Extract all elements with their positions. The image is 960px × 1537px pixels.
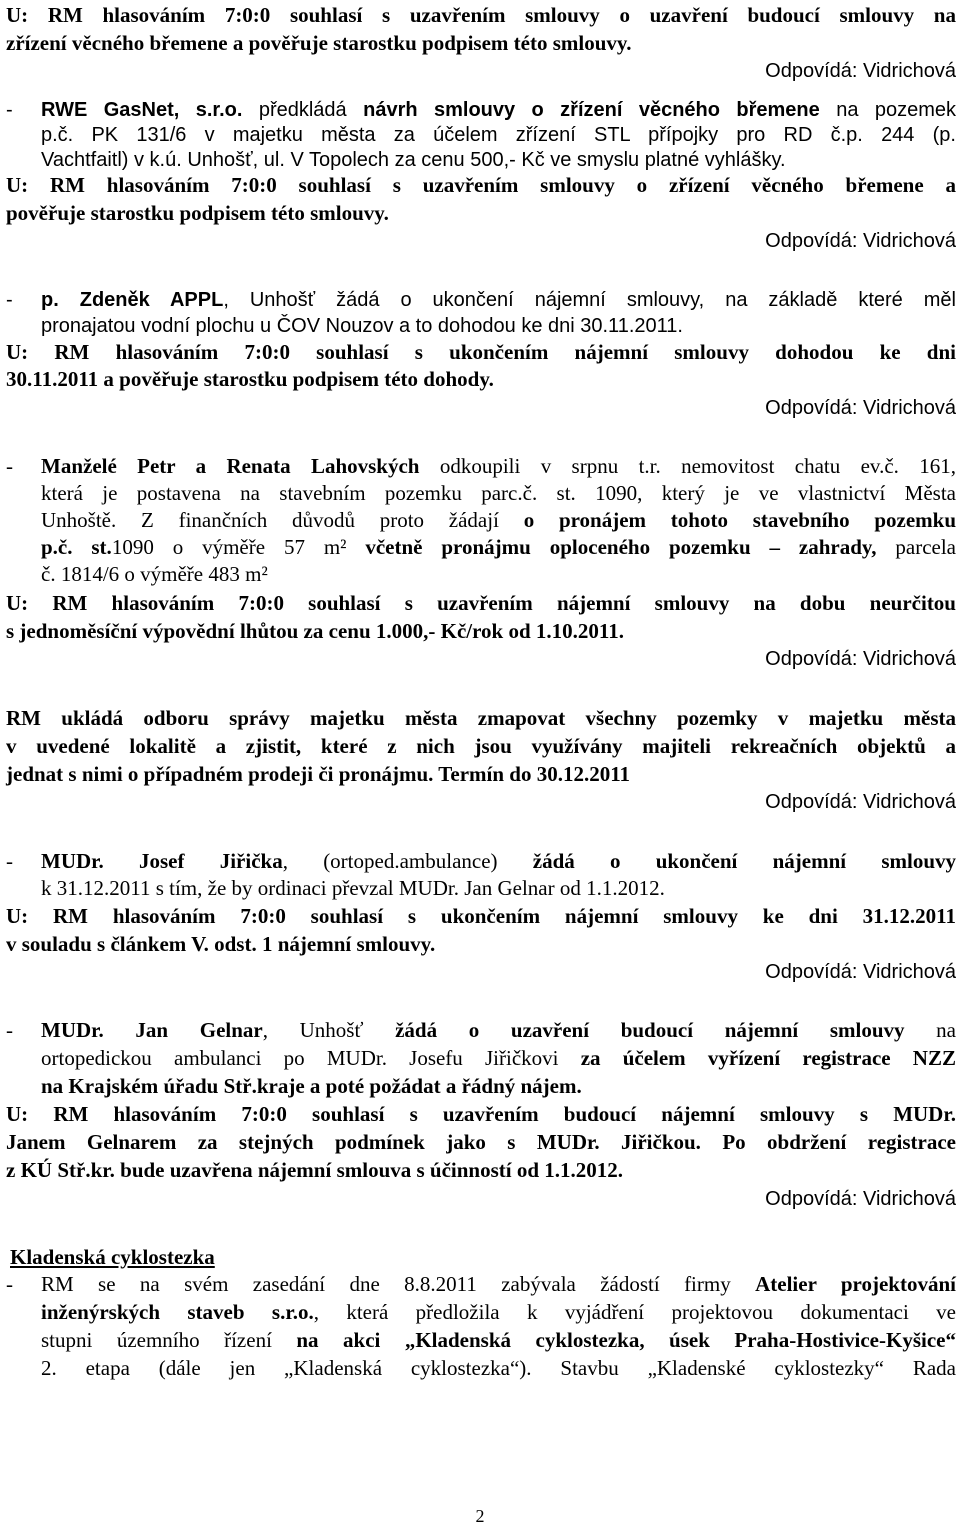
item-text-line: na Krajském úřadu Stř.kraje a poté požádat a řádný nájem. <box>41 1074 582 1098</box>
list-dash: - <box>6 1018 13 1042</box>
resolution-line: U: RM hlasováním 7:0:0 souhlasí s uzavřením smlouvy o uzavření budoucí smlouvy na <box>6 3 956 27</box>
item-text-line: inženýrských staveb s.r.o., která předložila k vyjádření projektovou dokumentaci ve <box>41 1300 956 1324</box>
list-dash: - <box>6 454 13 478</box>
resolution-line: U: RM hlasováním 7:0:0 souhlasí s ukončením nájemní smlouvy dohodou ke dni <box>6 340 956 364</box>
task-line: v uvedené lokalitě a zjistit, které z nich jsou využívány majiteli rekreačních objektů a <box>6 734 956 758</box>
section-heading: Kladenská cyklostezka <box>10 1245 215 1269</box>
resolution-line: U: RM hlasováním 7:0:0 souhlasí s uzavřením smlouvy o zřízení věcného břemene a <box>6 173 956 197</box>
resolution-line: zřízení věcného břemene a pověřuje starostku podpisem této smlouvy. <box>6 31 632 55</box>
task-line: RM ukládá odboru správy majetku města zmapovat všechny pozemky v majetku města <box>6 706 956 730</box>
item-text-line: MUDr. Jan Gelnar, Unhošť žádá o uzavření budoucí nájemní smlouvy na <box>41 1018 956 1042</box>
item-text-line: Vachtfaitl) v k.ú. Unhošť, ul. V Topolech za cenu 500,- Kč ve smyslu platné vyhlášky. <box>41 149 786 171</box>
item-text-line: která je postavena na stavebním pozemku parc.č. st. 1090, který je ve vlastnictví Města <box>41 481 956 505</box>
resolution-line: v souladu s článkem V. odst. 1 nájemní smlouvy. <box>6 932 436 956</box>
responder-label: Odpovídá: Vidrichová <box>765 397 956 419</box>
responder-label: Odpovídá: Vidrichová <box>765 648 956 670</box>
resolution-line: pověřuje starostku podpisem této smlouvy. <box>6 201 389 225</box>
responder-label: Odpovídá: Vidrichová <box>765 791 956 813</box>
resolution-line: 30.11.2011 a pověřuje starostku podpisem této dohody. <box>6 367 494 391</box>
item-text-line: MUDr. Josef Jiřička, (ortoped.ambulance) žádá o ukončení nájemní smlouvy <box>41 849 956 873</box>
item-text-line: Manželé Petr a Renata Lahovských odkoupili v srpnu t.r. nemovitost chatu ev.č. 161, <box>41 454 956 478</box>
task-line: jednat s nimi o případném prodeji či pronájmu. Termín do 30.12.2011 <box>6 762 631 786</box>
list-dash: - <box>6 289 13 311</box>
item-text-line: stupni územního řízení na akci „Kladenská cyklostezka, úsek Praha-Hostivice-Kyšice“ <box>41 1328 956 1352</box>
responder-label: Odpovídá: Vidrichová <box>765 961 956 983</box>
resolution-line: U: RM hlasováním 7:0:0 souhlasí s ukončením nájemní smlouvy ke dni 31.12.2011 <box>6 904 956 928</box>
list-dash: - <box>6 1272 13 1296</box>
item-text-line: Unhoště. Z finančních důvodů proto žádají o pronájem tohoto stavebního pozemku <box>41 508 957 532</box>
item-text-line: RM se na svém zasedání dne 8.8.2011 zabývala žádostí firmy Atelier projektování <box>41 1272 956 1296</box>
list-dash: - <box>6 99 13 121</box>
responder-label: Odpovídá: Vidrichová <box>765 230 956 252</box>
item-text-line: č. 1814/6 o výměře 483 m² <box>41 562 268 586</box>
resolution-line: s jednoměsíční výpovědní lhůtou za cenu 1.000,- Kč/rok od 1.10.2011. <box>6 619 625 643</box>
item-text-line: 2. etapa (dále jen „Kladenská cyklostezka“). Stavbu „Kladenské cyklostezky“ Rada <box>41 1356 956 1380</box>
item-text-line: RWE GasNet, s.r.o. předkládá návrh smlouvy o zřízení věcného břemene na pozemek <box>41 99 957 121</box>
resolution-line: Janem Gelnarem za stejných podmínek jako s MUDr. Jiřičkou. Po obdržení registrace <box>6 1130 956 1154</box>
item-text-line: k 31.12.2011 s tím, že by ordinaci převzal MUDr. Jan Gelnar od 1.1.2012. <box>41 876 665 900</box>
item-text-line: p. Zdeněk APPL, Unhošť žádá o ukončení nájemní smlouvy, na základě které měl <box>41 289 956 311</box>
responder-label: Odpovídá: Vidrichová <box>765 60 956 82</box>
list-dash: - <box>6 849 13 873</box>
resolution-line: U: RM hlasováním 7:0:0 souhlasí s uzavřením budoucí nájemní smlouvy s MUDr. <box>6 1102 956 1126</box>
resolution-line: z KÚ Stř.kr. bude uzavřena nájemní smlouva s účinností od 1.1.2012. <box>6 1158 624 1182</box>
item-text-line: p.č. st.1090 o výměře 57 m² včetně pronájmu oploceného pozemku – zahrady, parcela <box>41 535 956 559</box>
resolution-line: U: RM hlasováním 7:0:0 souhlasí s uzavřením nájemní smlouvy na dobu neurčitou <box>6 591 956 615</box>
item-text-line: ortopedickou ambulanci po MUDr. Josefu Jiřičkovi za účelem vyřízení registrace NZZ <box>41 1046 956 1070</box>
item-text-line: pronajatou vodní plochu u ČOV Nouzov a to dohodou ke dni 30.11.2011. <box>41 315 683 337</box>
item-text-line: p.č. PK 131/6 v majetku města za účelem zřízení STL přípojky pro RD č.p. 244 (p. <box>41 124 956 146</box>
page-number: 2 <box>475 1506 485 1526</box>
responder-label: Odpovídá: Vidrichová <box>765 1188 956 1210</box>
